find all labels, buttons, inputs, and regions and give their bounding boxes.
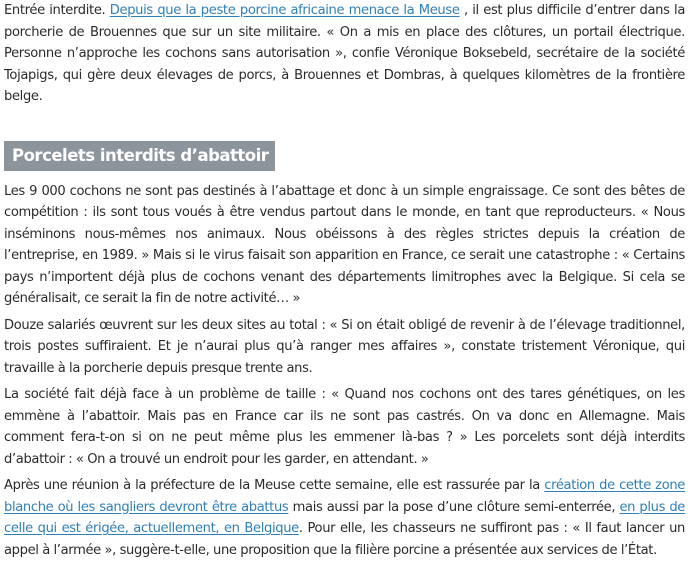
paragraph-prefecture-text-end: . Pour elle, les chasseurs ne suffiront pas : « Il faut lancer un appel à l’armée », suggère-t-elle, une proposition que la filière porcine a présentée aux services de l’État.: [4, 521, 685, 558]
subheading: Porcelets interdits d’abattoir: [4, 141, 275, 171]
subheading-container: [4, 141, 685, 171]
paragraph-competition: Les 9 000 cochons ne sont pas destinés à l’abattage et donc à un simple engraissage. Ce sont des bêtes de compétition : ils sont tous voués à être vendus partout dans le monde, en tant que reproducteurs. « Nous inséminons nous-mêmes nos animaux. Nous obéissons à des règles strictes depuis la création de l’entreprise, en 1989. » Mais si le virus faisait son apparition en France, ce serait une catastrophe : « Certains pays n’importent déjà plus de cochons venant des départements limitrophes avec la Belgique. Si cela se généralisait, ce serait la fin de notre activité… »: [4, 183, 685, 306]
paragraph-intro-text-end: , il est plus difficile d’entrer dans la porcherie de Brouennes que sur un site militaire. « On a mis en place des clôtures, un portail électrique. Personne n’approche les cochons sans autorisation », confie Véronique Boksebeld, secrétaire de la société Tojapigs, qui gère deux élevages de porcs, à Brouennes et Dombras, à quelques kilomètres de la frontière belge.: [4, 3, 685, 104]
link-peste-porcine[interactable]: Depuis que la peste porcine africaine menace la Meuse: [109, 3, 460, 18]
paragraph-prefecture-text-start: Après une réunion à la préfecture de la Meuse cette semaine, elle est rassurée par la: [4, 478, 545, 493]
link-zone-blanche[interactable]: création de cette zone blanche où les sangliers devront être abattus: [4, 478, 686, 515]
link-cloture-belgique[interactable]: en plus de celle qui est érigée, actuellement, en Belgique: [4, 499, 686, 536]
paragraph-abattoir: La société fait déjà face à un problème de taille : « Quand nos cochons ont des tares génétiques, on les emmène à l’abattoir. Mais pas en France car ils ne sont pas castrés. On va donc en Allemagne. Mais comment fera-t-on si on ne peut même plus les emmener là-bas ? » Les porcelets sont déjà interdits d’abattoir : « On a trouvé un endroit pour les garder, en attendant. »: [4, 387, 685, 467]
paragraph-prefecture: [4, 475, 685, 561]
paragraph-salaries: Douze salariés œuvrent sur les deux sites au total : « Si on était obligé de revenir à de l’élevage traditionnel, trois postes suffiraient. Et je n’aurai plus qu’à ranger mes affaires », constate tristement Véronique, qui travaille à la porcherie depuis presque trente ans.: [4, 317, 685, 376]
paragraph-prefecture-text-middle: mais aussi par la pose d’une clôture semi-enterrée,: [288, 499, 620, 515]
paragraph-intro: [4, 0, 685, 108]
paragraph-intro-text-start: Entrée interdite.: [4, 3, 110, 18]
